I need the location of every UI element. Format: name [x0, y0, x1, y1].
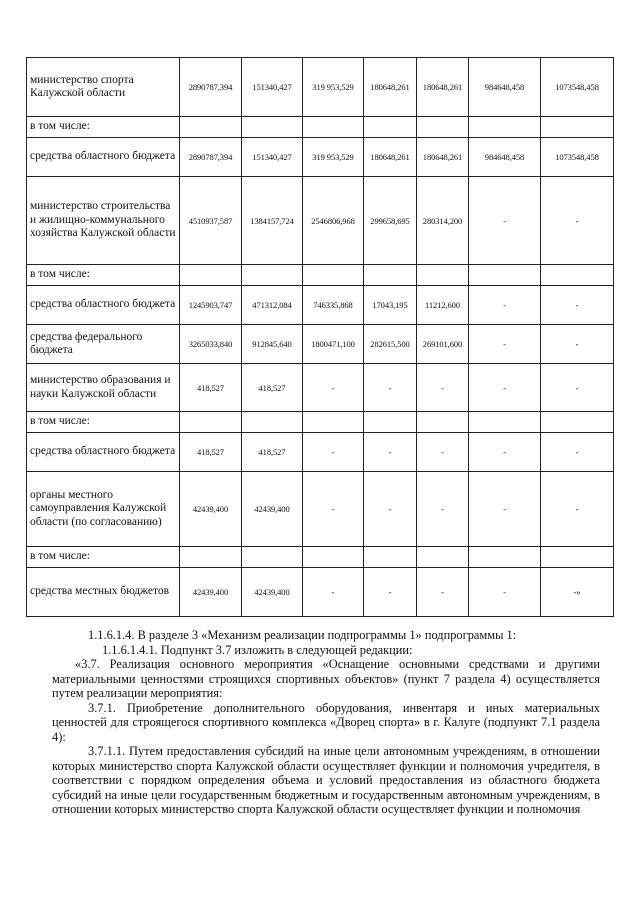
value-cell: - — [541, 364, 614, 412]
value-cell — [242, 265, 303, 286]
value-cell — [469, 265, 541, 286]
value-cell: - — [364, 433, 417, 472]
value-cell: 42439,400 — [180, 568, 242, 617]
paragraph-3-7-1: 3.7.1. Приобретение дополнительного оборудования, инвентаря и иных материальных ценностей для строящегося спортивного комплекса «Дворец спорта» в г. Калуге (подпункт 7.1 раздела 4): — [52, 700, 600, 744]
paragraph-3-7: «3.7. Реализация основного мероприятия «Оснащение основными средствами и другими материальными ценностями строящихся спортивных объектов» (пункт 7 раздела 4) осуществляется путем реализации мероприятия: — [52, 657, 600, 700]
value-cell: 319 953,529 — [303, 138, 364, 177]
row-label: средства местных бюджетов — [27, 568, 180, 617]
value-cell: - — [469, 286, 541, 325]
row-label: средства областного бюджета — [27, 138, 180, 177]
value-cell: - — [364, 472, 417, 547]
value-cell: - — [469, 364, 541, 412]
value-cell: - — [541, 472, 614, 547]
value-cell — [303, 412, 364, 433]
value-cell: 1384157,724 — [242, 177, 303, 265]
value-cell: 42439,400 — [242, 568, 303, 617]
row-label: в том числе: — [27, 117, 180, 138]
value-cell: 180648,261 — [417, 138, 469, 177]
table-row — [27, 138, 614, 177]
row-label: министерство строительства и жилищно-коммунального хозяйства Калужской области — [27, 177, 180, 265]
row-label: средства областного бюджета — [27, 286, 180, 325]
value-cell: 984648,458 — [469, 138, 541, 177]
value-cell: - — [469, 433, 541, 472]
value-cell: 984648,458 — [469, 58, 541, 117]
body-text — [52, 628, 600, 817]
value-cell — [303, 265, 364, 286]
table-row — [27, 265, 614, 286]
row-label: в том числе: — [27, 547, 180, 568]
paragraph-1-1-6-1-4-1: 1.1.6.1.4.1. Подпункт 3.7 изложить в следующей редакции: — [102, 642, 413, 657]
table-row — [27, 325, 614, 364]
value-cell: 151340,427 — [242, 58, 303, 117]
value-cell — [242, 117, 303, 138]
value-cell: 11212,600 — [417, 286, 469, 325]
value-cell: - — [541, 433, 614, 472]
value-cell: 3265033,840 — [180, 325, 242, 364]
table-row — [27, 177, 614, 265]
value-cell: 299658,695 — [364, 177, 417, 265]
value-cell: 1073548,458 — [541, 138, 614, 177]
value-cell: 1073548,458 — [541, 58, 614, 117]
value-cell — [364, 265, 417, 286]
value-cell: - — [541, 177, 614, 265]
value-cell — [417, 412, 469, 433]
value-cell: 2546806,968 — [303, 177, 364, 265]
value-cell — [180, 547, 242, 568]
paragraph-1-1-6-1-4: 1.1.6.1.4. В разделе 3 «Механизм реализации подпрограммы 1» подпрограммы 1: — [88, 628, 517, 642]
value-cell: - — [469, 325, 541, 364]
row-label: в том числе: — [27, 412, 180, 433]
value-cell — [364, 117, 417, 138]
value-cell — [242, 547, 303, 568]
row-label: в том числе: — [27, 265, 180, 286]
value-cell: 269101,600 — [417, 325, 469, 364]
value-cell: - — [417, 433, 469, 472]
value-cell — [541, 117, 614, 138]
value-cell: 180648,261 — [364, 58, 417, 117]
value-cell: - — [541, 325, 614, 364]
value-cell: 180648,261 — [364, 138, 417, 177]
value-cell — [541, 547, 614, 568]
budget-table — [26, 57, 614, 617]
value-cell — [303, 547, 364, 568]
table-row — [27, 364, 614, 412]
row-label: средства федерального бюджета — [27, 325, 180, 364]
row-label: министерство спорта Калужской области — [27, 58, 180, 117]
value-cell — [180, 412, 242, 433]
value-cell: 42439,400 — [242, 472, 303, 547]
value-cell — [364, 412, 417, 433]
value-cell: 1245903,747 — [180, 286, 242, 325]
value-cell: 471312,084 — [242, 286, 303, 325]
table-row — [27, 412, 614, 433]
value-cell: 418,527 — [242, 364, 303, 412]
value-cell: 746335,868 — [303, 286, 364, 325]
value-cell: - — [417, 472, 469, 547]
value-cell: 912845,640 — [242, 325, 303, 364]
row-label: средства областного бюджета — [27, 433, 180, 472]
table-row — [27, 286, 614, 325]
value-cell — [417, 117, 469, 138]
value-cell: 1800471,100 — [303, 325, 364, 364]
table-row — [27, 472, 614, 547]
value-cell: - — [469, 472, 541, 547]
value-cell: - — [469, 177, 541, 265]
table-row — [27, 547, 614, 568]
value-cell — [469, 412, 541, 433]
value-cell — [541, 412, 614, 433]
value-cell — [417, 265, 469, 286]
table-row — [27, 117, 614, 138]
row-label: органы местного самоуправления Калужской области (по согласованию) — [27, 472, 180, 547]
value-cell: - — [364, 568, 417, 617]
value-cell — [180, 117, 242, 138]
value-cell: - — [541, 286, 614, 325]
value-cell — [303, 117, 364, 138]
value-cell: 2890787,394 — [180, 58, 242, 117]
value-cell: 42439,400 — [180, 472, 242, 547]
table-row — [27, 433, 614, 472]
value-cell: - — [303, 568, 364, 617]
value-cell — [469, 117, 541, 138]
value-cell: 4510937,587 — [180, 177, 242, 265]
value-cell: - — [303, 472, 364, 547]
value-cell: 418,527 — [180, 433, 242, 472]
value-cell: 280314,200 — [417, 177, 469, 265]
value-cell: -» — [541, 568, 614, 617]
value-cell: 282615,500 — [364, 325, 417, 364]
value-cell: - — [417, 568, 469, 617]
value-cell — [180, 265, 242, 286]
value-cell: - — [417, 364, 469, 412]
value-cell: - — [364, 364, 417, 412]
value-cell: - — [303, 364, 364, 412]
value-cell — [364, 547, 417, 568]
value-cell — [541, 265, 614, 286]
value-cell: 418,527 — [242, 433, 303, 472]
value-cell: 418,527 — [180, 364, 242, 412]
paragraph-3-7-1-1: 3.7.1.1. Путем предоставления субсидий на иные цели автономным учреждениям, в отношении которых министерство спорта Калужской области осуществляет функции и полномочия учредителя, в соответствии с порядком определения объема и условий предоставления из областного бюджета субсидий на иные цели государственным бюджетным и государственным автономным учреждениям, в отношении которых министерство спорта Калужской области осуществляет функции и полномочия — [52, 744, 600, 816]
value-cell: 2890787,394 — [180, 138, 242, 177]
value-cell — [242, 412, 303, 433]
value-cell: 319 953,529 — [303, 58, 364, 117]
value-cell — [469, 547, 541, 568]
table-row — [27, 568, 614, 617]
value-cell: - — [303, 433, 364, 472]
value-cell — [417, 547, 469, 568]
value-cell: 180648,261 — [417, 58, 469, 117]
row-label: министерство образования и науки Калужской области — [27, 364, 180, 412]
value-cell: 151340,427 — [242, 138, 303, 177]
table-row — [27, 58, 614, 117]
value-cell: - — [469, 568, 541, 617]
value-cell: 17043,195 — [364, 286, 417, 325]
